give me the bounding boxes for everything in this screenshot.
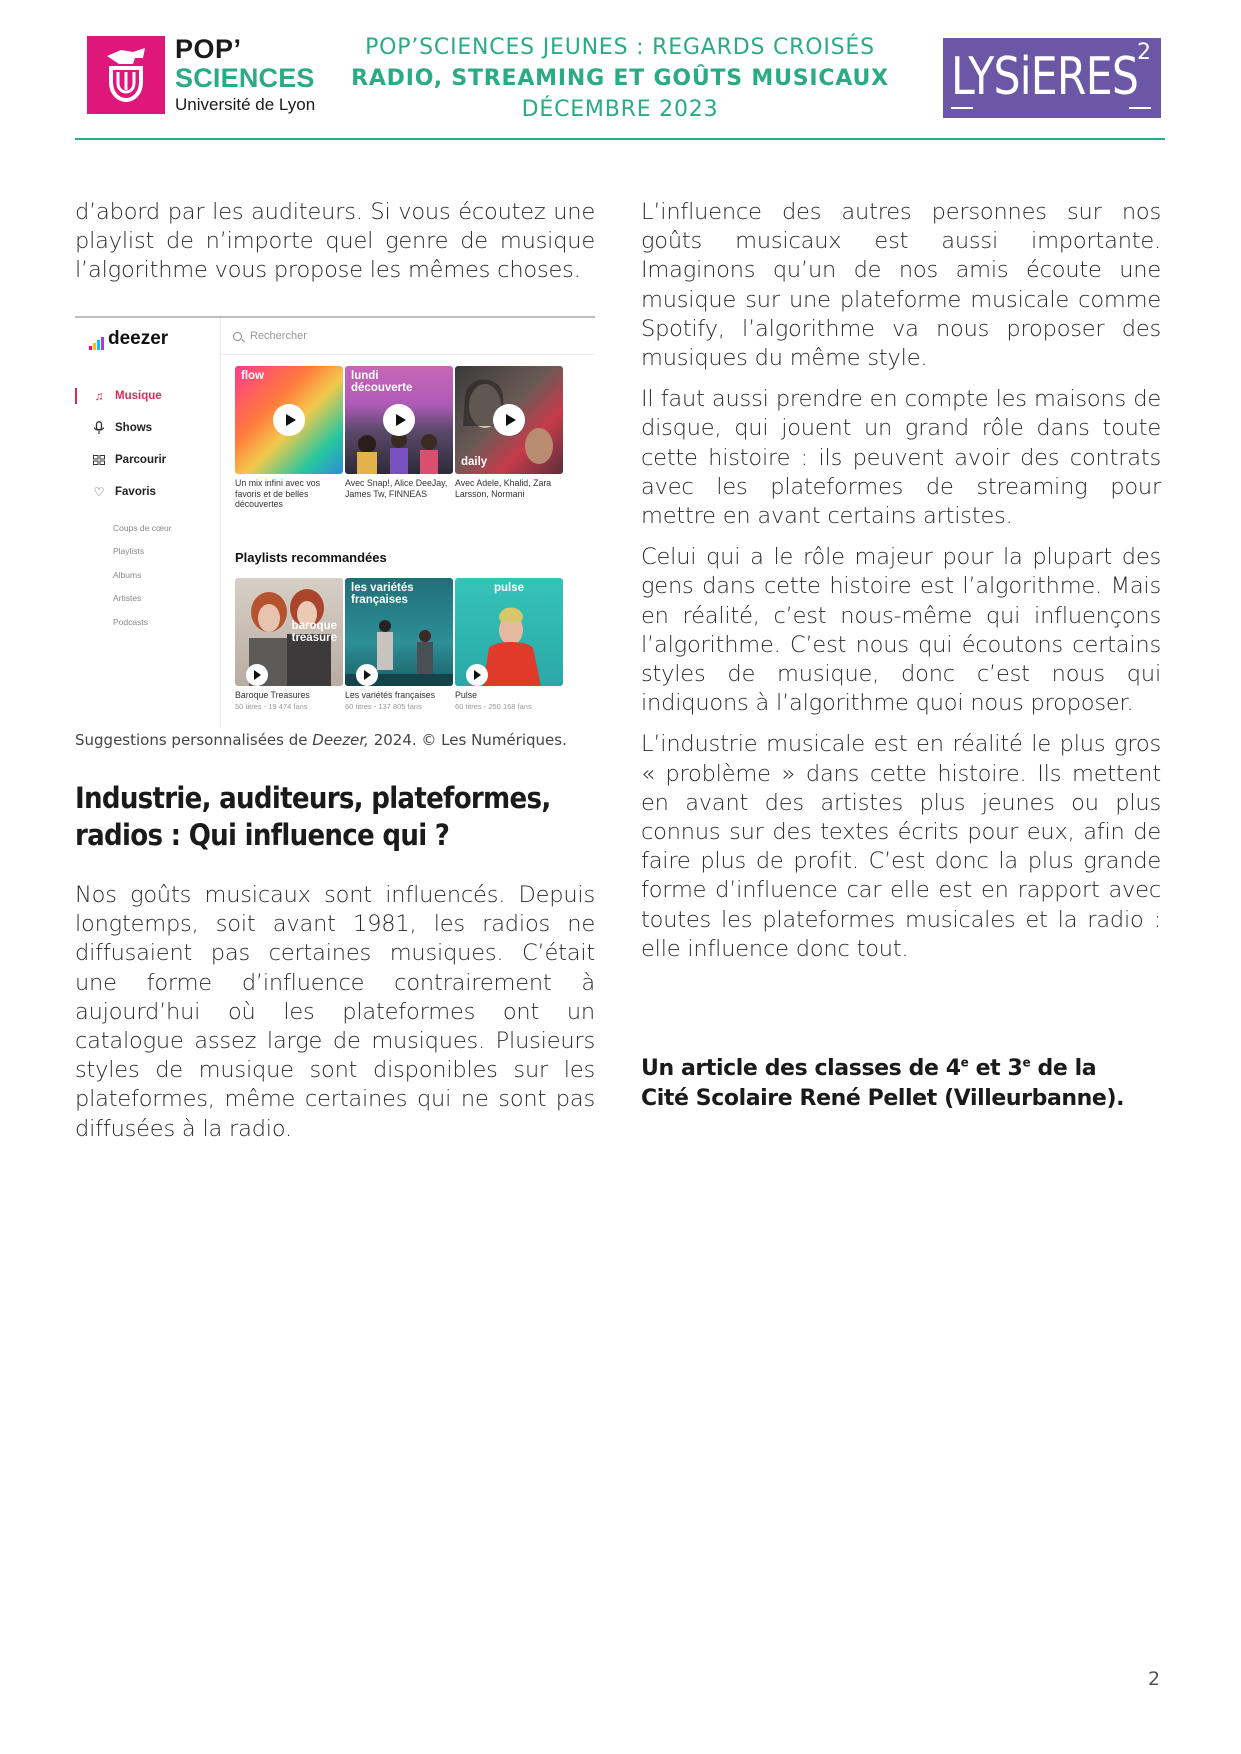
header-title-line-3: DÉCEMBRE 2023 [521, 97, 719, 122]
header-title-line-2: RADIO, STREAMING ET GOÛTS MUSICAUX [351, 66, 889, 91]
music-note-icon: ♫ [94, 389, 104, 403]
card-title: flow [241, 370, 264, 382]
pop-logo-line2: SCIENCES [175, 63, 315, 93]
play-icon[interactable] [383, 404, 415, 436]
deezer-section-title: Playlists recommandées [235, 550, 387, 565]
header-title [345, 32, 895, 125]
article-credit [641, 1054, 1161, 1114]
figure-caption-suffix: 2024. © Les Numériques. [368, 731, 567, 749]
deezer-nav-parcourir[interactable] [75, 444, 221, 476]
deezer-playlist-meta: 60 titres - 250 168 fans [455, 702, 532, 711]
lysieres-underline-right [1129, 107, 1151, 109]
search-icon [233, 332, 242, 341]
deezer-logo [89, 328, 168, 350]
deezer-playlist-varietes[interactable] [345, 578, 453, 686]
credit-sup-2: e [1022, 1055, 1031, 1070]
right-paragraph-2: Il faut aussi prendre en compte les maisons de disque, qui jouent un grand rôle dans toute cette histoire : ils peuvent avoir des contrats avec les plateformes de streaming pour mettre en avant certains artistes. [641, 386, 1161, 530]
right-paragraph-1: L’influence des autres personnes sur nos goûts musicaux est aussi importante. Imaginons qu’un de nos amis écoute une musique sur une plateforme musicale comme Spotify, l’algorithme va nous proposer des musiques du même style. [641, 199, 1161, 372]
deezer-card-desc: Avec Adele, Khalid, Zara Larsson, Normani [455, 478, 552, 499]
card-title: baroque treasure [291, 620, 337, 644]
deezer-brand: deezer [108, 328, 169, 349]
card-title: lundi découverte [351, 370, 413, 394]
deezer-top-divider [221, 354, 595, 355]
credit-line-1 [641, 1054, 1161, 1084]
right-paragraph-3: Celui qui a le rôle majeur pour la plupart des gens dans cette histoire est l’algorithme. Mais en réalité, c’est nous-même qui influençons l’algorithme. C’est nous qui écoutons certains styles de musique, donc c’est nous qui indiquons à l’algorithme quoi nous proposer. [641, 544, 1161, 717]
deezer-nav-musique[interactable] [75, 380, 221, 412]
play-icon[interactable] [246, 664, 268, 686]
deezer-playlist-name: Les variétés françaises [345, 690, 435, 700]
header-divider [75, 138, 1165, 140]
deezer-card-desc: Avec Snap!, Alice DeeJay, James Tw, FINNEAS [345, 478, 448, 499]
left-column-lower [75, 881, 595, 1144]
figure-caption-italic: Deezer, [312, 731, 369, 749]
page-header [75, 28, 1165, 138]
left-column [75, 198, 595, 286]
credit-part-3: de la [1030, 1056, 1097, 1081]
pop-sciences-logo [87, 36, 315, 114]
card-title: daily [461, 456, 488, 468]
deezer-nav-label: Shows [115, 422, 153, 434]
play-icon[interactable] [356, 664, 378, 686]
deezer-nav-shows[interactable] [75, 412, 221, 444]
deezer-card-desc: Un mix infini avec vos favoris et de belles découvertes [235, 478, 321, 509]
deezer-nav [75, 380, 221, 634]
deezer-nav-label: Musique [115, 390, 162, 402]
deezer-card-lundi-decouverte[interactable] [345, 366, 453, 474]
deezer-equalizer-icon [89, 328, 105, 350]
lysieres-logo-superscript: 2 [1137, 40, 1151, 65]
deezer-search[interactable] [233, 330, 307, 342]
play-icon[interactable] [493, 404, 525, 436]
deezer-sidebar [75, 318, 221, 728]
microphone-icon [91, 420, 107, 436]
play-icon[interactable] [466, 664, 488, 686]
left-paragraph-1: d’abord par les auditeurs. Si vous écoutez une playlist de n’importe quel genre de musique l’algorithme vous propose les mêmes choses. [75, 199, 595, 284]
header-title-line-1: POP’SCIENCES JEUNES : REGARDS CROISÉS [365, 35, 875, 60]
deezer-playlist-name: Pulse [455, 690, 478, 700]
credit-part-1: Un article des classes de 4 [641, 1056, 961, 1081]
grid-icon [91, 452, 107, 468]
deezer-card-daily[interactable] [455, 366, 563, 474]
right-paragraph-4: L’industrie musicale est en réalité le plus gros « problème » dans cette histoire. Ils mettent en avant des artistes plus jeunes ou plus connus sur des textes écrits pour eux, afin de faire plus de profit. C’est donc la plus grande forme d’influence car elle est en rapport avec toutes les plateformes musicales et la radio : elle influence donc tout. [641, 731, 1161, 962]
deezer-search-placeholder: Rechercher [250, 330, 307, 342]
left-paragraph-2: Nos goûts musicaux sont influencés. Depuis longtemps, soit avant 1981, les radios ne diffusaient pas certaines musiques. C’était une forme d’influence contrairement à aujourd’hui où les plateformes ont un catalogue assez large de musiques. Plusieurs styles de musique sont disponibles sur les plateformes, même certaines qui ne sont pas diffusées à la radio. [75, 882, 595, 1142]
right-column [641, 198, 1161, 964]
figure-caption [75, 731, 567, 749]
section-heading: Industrie, auditeurs, plateformes, radios : Qui influence qui ? [75, 781, 551, 852]
lysieres-underline-left [951, 107, 973, 109]
lysieres-logo-word: LYSiERES [951, 47, 1139, 107]
page-number: 2 [1148, 1668, 1161, 1690]
pop-sciences-emblem-icon [87, 36, 165, 114]
pop-logo-line1: POP’ [175, 34, 242, 64]
deezer-nav-label: Parcourir [115, 454, 167, 466]
deezer-playlist-meta: 60 titres - 137 805 fans [345, 702, 422, 711]
credit-sup-1: e [960, 1055, 969, 1070]
figure-caption-prefix: Suggestions personnalisées de [75, 731, 313, 749]
deezer-playlist-pulse[interactable] [455, 578, 563, 686]
deezer-subnav-coups-de-coeur[interactable]: Coups de cœur [113, 522, 172, 533]
deezer-subnav-podcasts[interactable]: Podcasts [113, 616, 148, 627]
heart-icon: ♡ [93, 485, 105, 499]
deezer-subnav-artistes[interactable]: Artistes [113, 593, 142, 604]
deezer-playlist-meta: 50 titres - 19 474 fans [235, 702, 308, 711]
card-title: les variétés françaises [351, 582, 414, 606]
deezer-nav-label: Favoris [115, 486, 156, 498]
deezer-subnav-albums[interactable]: Albums [113, 569, 142, 580]
card-title: pulse [493, 582, 525, 594]
deezer-screenshot-figure [75, 316, 595, 728]
pop-logo-line3: Université de Lyon [175, 95, 316, 114]
deezer-subnav-playlists[interactable]: Playlists [113, 546, 145, 557]
deezer-nav-favoris[interactable] [75, 476, 221, 508]
deezer-card-flow[interactable] [235, 366, 343, 474]
play-icon[interactable] [273, 404, 305, 436]
lysieres-logo [943, 38, 1161, 118]
credit-line-2: Cité Scolaire René Pellet (Villeurbanne). [641, 1086, 1125, 1111]
credit-part-2: et 3 [968, 1056, 1023, 1081]
deezer-playlist-baroque[interactable] [235, 578, 343, 686]
deezer-playlist-name: Baroque Treasures [235, 690, 310, 700]
